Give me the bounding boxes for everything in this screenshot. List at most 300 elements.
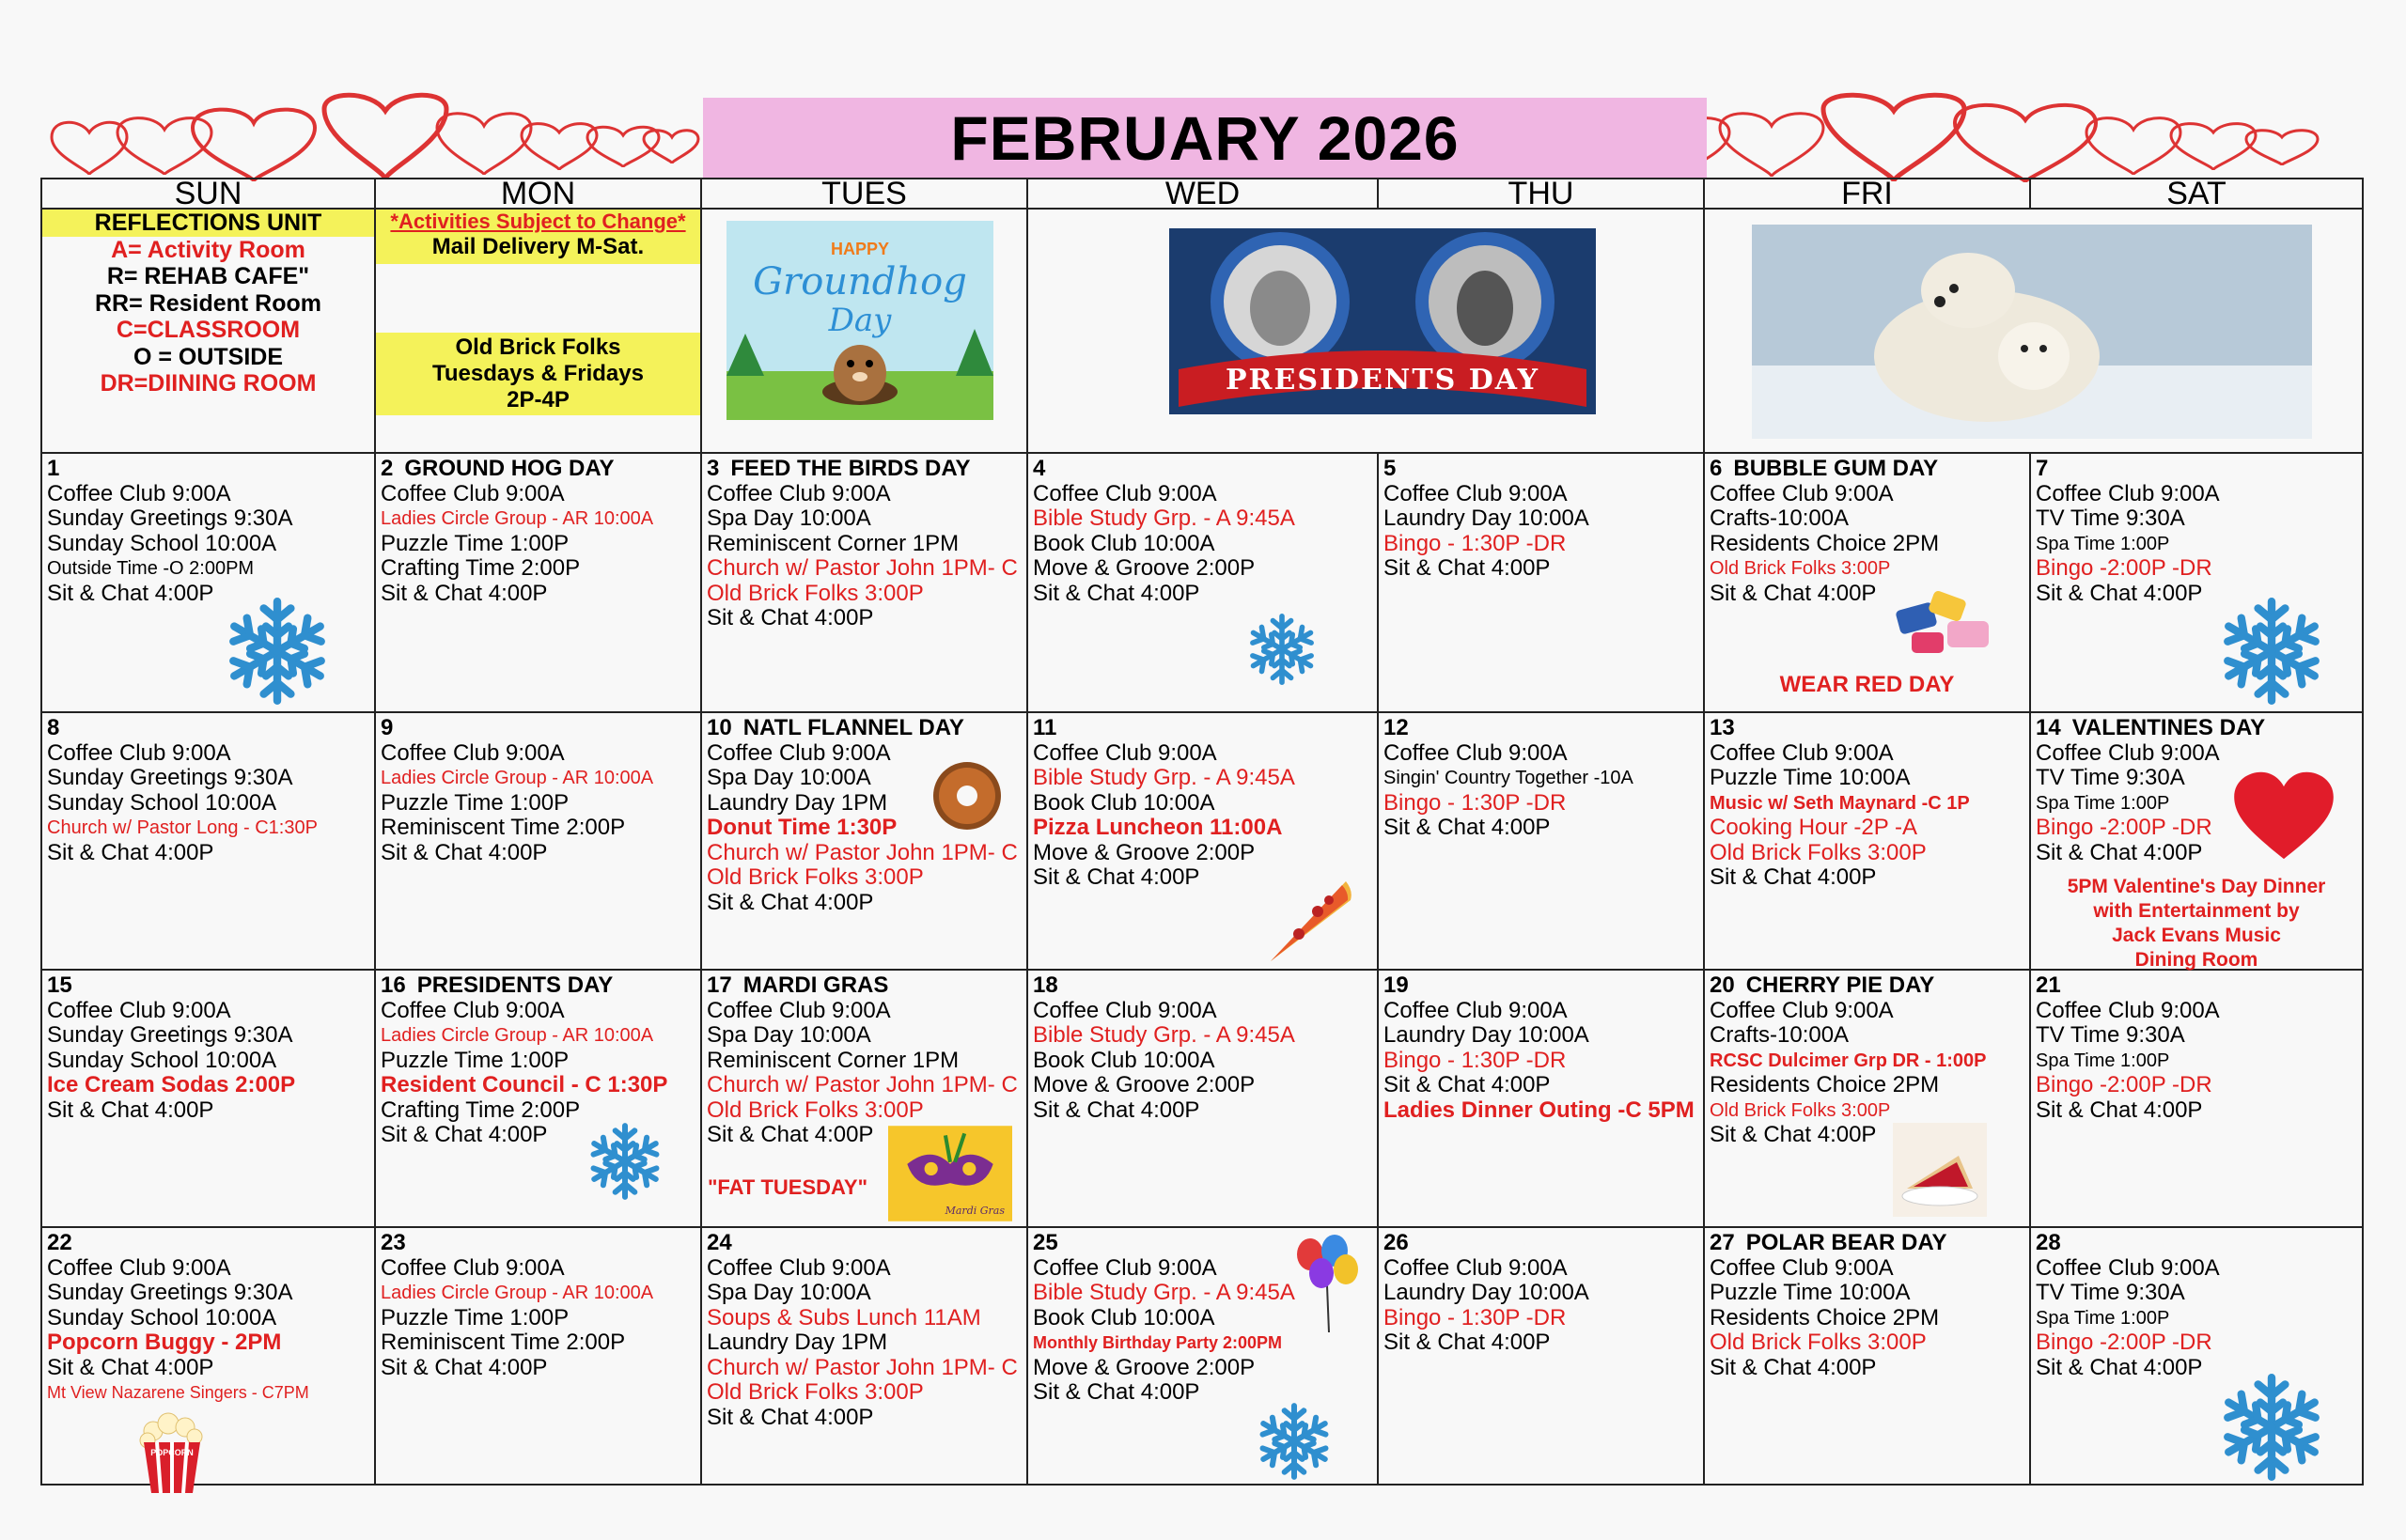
day-cell xyxy=(375,1227,701,1485)
activity-item: Sit & Chat 4:00P xyxy=(381,1354,548,1380)
day-header-tue: TUES xyxy=(701,179,1027,209)
activity-item: Sit & Chat 4:00P xyxy=(381,1122,548,1147)
activity-item: Sit & Chat 4:00P xyxy=(1033,864,1200,890)
day-content xyxy=(42,1228,374,1406)
activity-item: Puzzle Time 1:00P xyxy=(381,530,570,556)
day-cell xyxy=(1704,453,2030,712)
activity-item: Coffee Club 9:00A xyxy=(707,480,891,506)
activity-item: Coffee Club 9:00A xyxy=(2036,997,2220,1023)
day-header-wed: WED xyxy=(1027,179,1378,209)
activity-item: Coffee Club 9:00A xyxy=(1033,997,1217,1023)
groundhog-text-happy: HAPPY xyxy=(830,240,889,258)
polar-bear-image-cell xyxy=(1704,209,2363,453)
activity-item: Coffee Club 9:00A xyxy=(47,480,231,506)
day-header xyxy=(2036,1231,2357,1256)
activity-item: Sit & Chat 4:00P xyxy=(2036,580,2203,606)
day-cell xyxy=(1027,1227,1378,1485)
day-number: 10 xyxy=(707,715,732,740)
snowflake-icon xyxy=(2215,595,2328,708)
legend-cell xyxy=(41,209,375,453)
hearts-decoration-left xyxy=(42,90,700,184)
day-observance: MARDI GRAS xyxy=(742,972,889,998)
day-cell xyxy=(41,712,375,970)
day-cell xyxy=(1378,970,1704,1227)
activity-item: Laundry Day 10:00A xyxy=(1383,506,1589,531)
day-observance: GROUND HOG DAY xyxy=(404,456,615,481)
activity-item: Coffee Club 9:00A xyxy=(2036,480,2220,506)
day-number: 24 xyxy=(707,1230,732,1255)
day-content xyxy=(42,713,374,865)
snowflake-icon xyxy=(2215,1371,2328,1484)
day-header xyxy=(2036,457,2357,482)
activity-item: Laundry Day 1PM xyxy=(707,1330,888,1355)
day-header xyxy=(381,973,695,999)
legend-line: DR=DIINING ROOM xyxy=(100,370,317,397)
calendar-title: FEBRUARY 2026 xyxy=(950,103,1460,173)
activity-item: Crafts-10:00A xyxy=(1710,506,1850,531)
activity-item: Laundry Day 1PM xyxy=(707,789,888,816)
day-header xyxy=(381,716,695,741)
day-number: 27 xyxy=(1710,1230,1735,1255)
day-content xyxy=(1705,454,2029,606)
activity-item: Move & Groove 2:00P xyxy=(1033,1354,1256,1380)
activity-item: Ladies Circle Group - AR 10:00A xyxy=(381,768,654,788)
activity-item: Book Club 10:00A xyxy=(1033,1304,1215,1330)
bubble-gum-icon xyxy=(1893,587,1996,662)
day-cell xyxy=(701,712,1027,970)
day-number: 22 xyxy=(47,1230,72,1255)
day-content xyxy=(2031,971,2362,1123)
activity-item: Coffee Club 9:00A xyxy=(381,739,565,766)
week-row xyxy=(41,712,2363,970)
activity-item: Sunday Greetings 9:30A xyxy=(47,1022,293,1048)
activity-item: Coffee Club 9:00A xyxy=(707,739,891,766)
day-number: 13 xyxy=(1710,715,1735,740)
day-cell xyxy=(2030,1227,2363,1485)
day-header xyxy=(707,457,1022,482)
legend-line: C=CLASSROOM xyxy=(116,317,301,343)
day-cell xyxy=(2030,970,2363,1227)
activity-item: Coffee Club 9:00A xyxy=(1383,997,1568,1023)
day-header xyxy=(1383,1231,1698,1256)
activity-item: Bingo - 1:30P -DR xyxy=(1383,530,1567,556)
day-number: 2 xyxy=(381,456,394,481)
groundhog-image-cell xyxy=(701,209,1027,453)
activity-item: Move & Groove 2:00P xyxy=(1033,555,1256,581)
activity-item: Puzzle Time 10:00A xyxy=(1710,765,1911,790)
activity-item: Church w/ Pastor Long - C1:30P xyxy=(47,817,318,838)
activity-item: Sunday School 10:00A xyxy=(47,789,277,816)
activity-item: Laundry Day 10:00A xyxy=(1383,1280,1589,1305)
day-number: 8 xyxy=(47,715,60,740)
day-header-row xyxy=(41,179,2363,209)
activity-item: Crafting Time 2:00P xyxy=(381,555,581,581)
day-cell xyxy=(41,453,375,712)
day-content xyxy=(42,971,374,1123)
activity-item: Sit & Chat 4:00P xyxy=(47,1354,214,1380)
activity-item: Coffee Club 9:00A xyxy=(1383,480,1568,506)
activity-item: Popcorn Buggy - 2PM xyxy=(47,1330,282,1355)
activity-item: Sunday Greetings 9:30A xyxy=(47,1280,293,1305)
day-content xyxy=(1028,713,1377,891)
activity-item: Donut Time 1:30P xyxy=(707,815,898,840)
legend-heading: REFLECTIONS UNIT xyxy=(42,210,374,237)
day-header xyxy=(2036,716,2357,741)
donut-icon xyxy=(930,758,1005,833)
day-header xyxy=(47,716,369,741)
activity-item: Pizza Luncheon 11:00A xyxy=(1033,815,1283,840)
day-header xyxy=(1710,457,2024,482)
calendar-grid xyxy=(40,178,2364,1486)
day-number: 1 xyxy=(47,456,60,481)
activity-item: Bingo -2:00P -DR xyxy=(2036,1072,2212,1097)
activity-item: Sit & Chat 4:00P xyxy=(707,1404,874,1430)
activity-item: Sit & Chat 4:00P xyxy=(2036,1354,2203,1380)
day-header xyxy=(707,1231,1022,1256)
day-observance: POLAR BEAR DAY xyxy=(1745,1230,1947,1255)
day-header xyxy=(381,1231,695,1256)
activity-item: Puzzle Time 10:00A xyxy=(1710,1280,1911,1305)
activity-item: Sunday Greetings 9:30A xyxy=(47,506,293,531)
activity-item: Spa Day 10:00A xyxy=(707,506,871,531)
day-header xyxy=(1033,716,1372,741)
activity-item: Sunday School 10:00A xyxy=(47,530,277,556)
day-header xyxy=(47,1231,369,1256)
activity-item: Bingo -2:00P -DR xyxy=(2036,1330,2212,1355)
week-row xyxy=(41,453,2363,712)
day-content xyxy=(1028,971,1377,1123)
activity-item: Coffee Club 9:00A xyxy=(1033,739,1217,766)
activity-item: Sit & Chat 4:00P xyxy=(1383,815,1551,840)
day-header xyxy=(1710,1231,2024,1256)
activity-item: Coffee Club 9:00A xyxy=(381,480,565,506)
day-header xyxy=(1033,973,1372,999)
activity-item: Old Brick Folks 3:00P xyxy=(1710,839,1927,865)
activity-item: Bingo -2:00P -DR xyxy=(2036,555,2212,581)
activity-item: Spa Day 10:00A xyxy=(707,1280,871,1305)
activity-item: Sit & Chat 4:00P xyxy=(1710,1354,1877,1380)
activity-item: Monthly Birthday Party 2:00PM xyxy=(1033,1333,1283,1352)
day-number: 28 xyxy=(2036,1230,2061,1255)
activity-item: Puzzle Time 1:00P xyxy=(381,789,570,816)
day-cell xyxy=(2030,712,2363,970)
day-header xyxy=(2036,973,2357,999)
day-number: 19 xyxy=(1383,972,1409,998)
day-cell xyxy=(375,453,701,712)
day-note: WEAR RED DAY xyxy=(1779,672,1955,697)
legend-line: RR= Resident Room xyxy=(94,289,321,317)
activity-item: Soups & Subs Lunch 11AM xyxy=(707,1304,981,1330)
old-brick-folks-line: Old Brick Folks xyxy=(455,334,621,360)
activity-item: Old Brick Folks 3:00P xyxy=(1710,1330,1927,1355)
activity-item: Sit & Chat 4:00P xyxy=(1383,555,1551,581)
day-cell xyxy=(1027,453,1378,712)
polar-bear-image xyxy=(1752,225,2312,439)
day-number: 4 xyxy=(1033,456,1046,481)
day-header-mon: MON xyxy=(375,179,701,209)
activity-item: Outside Time -O 2:00PM xyxy=(47,558,255,579)
activity-item: TV Time 9:30A xyxy=(2036,1280,2185,1305)
old-brick-folks-line: Tuesdays & Fridays xyxy=(432,361,644,386)
snowflake-icon xyxy=(585,1121,665,1202)
day-cell xyxy=(1704,970,2030,1227)
activity-item: Music w/ Seth Maynard -C 1P xyxy=(1710,792,1970,814)
day-content xyxy=(702,1228,1026,1430)
activity-item: TV Time 9:30A xyxy=(2036,1022,2185,1048)
day-header-sun: SUN xyxy=(41,179,375,209)
day-content xyxy=(1705,713,2029,891)
activity-item: Sit & Chat 4:00P xyxy=(1710,864,1877,890)
day-number: 18 xyxy=(1033,972,1058,998)
day-content xyxy=(376,1228,700,1380)
activity-item: Sunday School 10:00A xyxy=(47,1304,277,1330)
activity-item: Sit & Chat 4:00P xyxy=(2036,839,2203,865)
activity-item: Old Brick Folks 3:00P xyxy=(707,864,924,890)
activity-item: Sit & Chat 4:00P xyxy=(47,1097,214,1123)
day-note: "FAT TUESDAY" xyxy=(708,1175,867,1199)
monday-info-cell xyxy=(375,209,701,453)
old-brick-folks-box xyxy=(376,333,700,415)
day-header xyxy=(381,457,695,482)
activities-notice: *Activities Subject to Change* xyxy=(376,210,700,234)
activity-item: Coffee Club 9:00A xyxy=(1710,1254,1894,1281)
activity-item: Ladies Circle Group - AR 10:00A xyxy=(381,1283,654,1303)
activity-item: Reminiscent Time 2:00P xyxy=(381,1330,626,1355)
day-cell xyxy=(1378,712,1704,970)
day-cell xyxy=(701,970,1027,1227)
activity-item: TV Time 9:30A xyxy=(2036,765,2185,790)
day-header xyxy=(1383,716,1698,741)
activity-item: Coffee Club 9:00A xyxy=(1383,1254,1568,1281)
day-content xyxy=(1379,713,1703,841)
day-content xyxy=(1379,1228,1703,1356)
activity-item: Coffee Club 9:00A xyxy=(47,739,231,766)
activity-item: Ladies Circle Group - AR 10:00A xyxy=(381,508,654,529)
day-number: 14 xyxy=(2036,715,2061,740)
day-number: 21 xyxy=(2036,972,2061,998)
day-header xyxy=(707,716,1022,741)
snowflake-icon xyxy=(1244,612,1320,687)
day-cell xyxy=(375,712,701,970)
activity-item: Spa Day 10:00A xyxy=(707,765,871,790)
day-content xyxy=(1379,454,1703,582)
groundhog-day-image xyxy=(726,221,993,420)
day-number: 16 xyxy=(381,972,406,998)
activity-item: Bingo - 1:30P -DR xyxy=(1383,1304,1567,1330)
day-number: 17 xyxy=(707,972,732,998)
day-cell xyxy=(701,1227,1027,1485)
day-header xyxy=(47,457,369,482)
day-number: 6 xyxy=(1710,456,1723,481)
activity-item: Sit & Chat 4:00P xyxy=(1033,1379,1200,1405)
activity-item: Residents Choice 2PM xyxy=(1710,1304,1940,1330)
presidents-day-banner: PRESIDENTS DAY xyxy=(1225,364,1539,397)
day-number: 15 xyxy=(47,972,72,998)
legend-line: R= REHAB CAFE" xyxy=(106,263,310,289)
activity-item: Move & Groove 2:00P xyxy=(1033,839,1256,865)
day-content xyxy=(42,454,374,606)
heart-icon xyxy=(2232,770,2336,863)
activity-item: Bible Study Grp. - A 9:45A xyxy=(1033,765,1295,790)
snowflake-icon xyxy=(1254,1401,1335,1482)
legend-line: A= Activity Room xyxy=(111,236,305,263)
activity-item: Mt View Nazarene Singers - C7PM xyxy=(47,1383,309,1402)
activity-item: Coffee Club 9:00A xyxy=(1033,1254,1217,1281)
activity-item: Ice Cream Sodas 2:00P xyxy=(47,1072,296,1097)
activity-item: Ladies Dinner Outing -C 5PM xyxy=(1383,1097,1695,1123)
day-content xyxy=(1705,1228,2029,1380)
day-header-sat: SAT xyxy=(2030,179,2363,209)
day-number: 5 xyxy=(1383,456,1397,481)
activity-item: Sit & Chat 4:00P xyxy=(381,580,548,606)
activity-item: Bingo - 1:30P -DR xyxy=(1383,1047,1567,1073)
day-cell xyxy=(1378,453,1704,712)
activity-item: Sit & Chat 4:00P xyxy=(47,839,214,865)
day-cell xyxy=(1704,712,2030,970)
day-content xyxy=(376,454,700,606)
day-observance: BUBBLE GUM DAY xyxy=(1733,456,1939,481)
room-legend xyxy=(42,210,374,397)
activity-item: Old Brick Folks 3:00P xyxy=(707,1097,924,1123)
activity-item: Coffee Club 9:00A xyxy=(1383,739,1568,766)
balloons-icon xyxy=(1289,1234,1365,1337)
day-cell xyxy=(1027,712,1378,970)
activity-item: Sit & Chat 4:00P xyxy=(707,605,874,630)
day-header xyxy=(1710,973,2024,999)
activity-item: Church w/ Pastor John 1PM- C xyxy=(707,1354,1018,1380)
activity-item: Church w/ Pastor John 1PM- C xyxy=(707,1072,1018,1097)
activity-item: Bible Study Grp. - A 9:45A xyxy=(1033,1022,1295,1048)
activity-item: Reminiscent Time 2:00P xyxy=(381,815,626,840)
day-number: 23 xyxy=(381,1230,406,1255)
activity-item: Resident Council - C 1:30P xyxy=(381,1072,668,1097)
activity-item: Sunday Greetings 9:30A xyxy=(47,765,293,790)
day-observance: FEED THE BIRDS DAY xyxy=(730,456,971,481)
activity-item: Coffee Club 9:00A xyxy=(1710,739,1894,766)
activity-item: Sunday School 10:00A xyxy=(47,1047,277,1073)
activity-item: Coffee Club 9:00A xyxy=(707,997,891,1023)
activity-item: Old Brick Folks 3:00P xyxy=(707,580,924,606)
day-number: 20 xyxy=(1710,972,1735,998)
activity-item: Coffee Club 9:00A xyxy=(1033,480,1217,506)
activity-item: Sit & Chat 4:00P xyxy=(1383,1330,1551,1355)
activity-item: Bingo - 1:30P -DR xyxy=(1383,789,1567,816)
activity-item: Coffee Club 9:00A xyxy=(1710,480,1894,506)
cherry-pie-icon xyxy=(1893,1121,1987,1219)
activity-item: Book Club 10:00A xyxy=(1033,1047,1215,1073)
old-brick-folks-line: 2P-4P xyxy=(507,387,570,412)
activity-item: Crafts-10:00A xyxy=(1710,1022,1850,1048)
activity-item: Sit & Chat 4:00P xyxy=(707,1122,874,1147)
activity-item: Sit & Chat 4:00P xyxy=(381,839,548,865)
pizza-icon xyxy=(1261,868,1355,970)
activity-item: Coffee Club 9:00A xyxy=(47,1254,231,1281)
day-cell xyxy=(41,970,375,1227)
activity-item: Bible Study Grp. - A 9:45A xyxy=(1033,506,1295,531)
activity-item: Spa Time 1:00P xyxy=(2036,1307,2170,1329)
day-note: 5PM Valentine's Day Dinner with Entertainment by Jack Evans Music Dining Room xyxy=(2067,876,2326,971)
activity-item: Residents Choice 2PM xyxy=(1710,1072,1940,1097)
activity-item: Move & Groove 2:00P xyxy=(1033,1072,1256,1097)
day-number: 3 xyxy=(707,456,720,481)
activity-item: Puzzle Time 1:00P xyxy=(381,1047,570,1073)
activity-item: Book Club 10:00A xyxy=(1033,530,1215,556)
info-row xyxy=(41,209,2363,453)
day-cell xyxy=(701,453,1027,712)
day-cell xyxy=(1378,1227,1704,1485)
week-row xyxy=(41,970,2363,1227)
activity-item: Bible Study Grp. - A 9:45A xyxy=(1033,1280,1295,1305)
day-cell xyxy=(375,970,701,1227)
activity-item: Old Brick Folks 3:00P xyxy=(1710,558,1891,579)
day-cell xyxy=(2030,453,2363,712)
day-cell xyxy=(1704,1227,2030,1485)
day-observance: PRESIDENTS DAY xyxy=(416,972,614,998)
legend-line: O = OUTSIDE xyxy=(133,343,284,370)
activity-item: Sit & Chat 4:00P xyxy=(707,889,874,915)
activity-item: Coffee Club 9:00A xyxy=(707,1254,891,1281)
activity-item: Sit & Chat 4:00P xyxy=(1710,580,1877,606)
activity-item: Sit & Chat 4:00P xyxy=(1710,1122,1877,1147)
day-number: 26 xyxy=(1383,1230,1409,1255)
activity-item: Coffee Club 9:00A xyxy=(381,997,565,1023)
activity-item: Old Brick Folks 3:00P xyxy=(1710,1099,1891,1121)
activity-item: Coffee Club 9:00A xyxy=(1710,997,1894,1023)
activity-item: RCSC Dulcimer Grp DR - 1:00P xyxy=(1710,1050,1987,1071)
day-number: 9 xyxy=(381,715,394,740)
day-content xyxy=(702,971,1026,1148)
day-cell xyxy=(1027,970,1378,1227)
activity-item: Spa Time 1:00P xyxy=(2036,1050,2170,1071)
groundhog-text-main: Groundhog xyxy=(753,260,967,303)
activity-item: Spa Time 1:00P xyxy=(2036,792,2170,814)
day-header xyxy=(1033,457,1372,482)
snowflake-icon xyxy=(221,595,334,708)
day-header xyxy=(47,973,369,999)
activity-item: Cooking Hour -2P -A xyxy=(1710,815,1917,840)
popcorn-label: POPCORN xyxy=(150,1448,194,1457)
day-content xyxy=(2031,454,2362,606)
day-content xyxy=(1028,454,1377,606)
activity-item: Spa Day 10:00A xyxy=(707,1022,871,1048)
activity-item: Spa Time 1:00P xyxy=(2036,533,2170,554)
activity-item: Coffee Club 9:00A xyxy=(47,997,231,1023)
day-content xyxy=(1379,971,1703,1123)
day-number: 11 xyxy=(1033,715,1057,740)
day-header xyxy=(1383,973,1698,999)
activity-item: Church w/ Pastor John 1PM- C xyxy=(707,839,1018,865)
day-observance: VALENTINES DAY xyxy=(2071,715,2266,740)
day-number: 12 xyxy=(1383,715,1409,740)
activity-item: Coffee Club 9:00A xyxy=(381,1254,565,1281)
activity-item: Reminiscent Corner 1PM xyxy=(707,530,960,556)
activity-item: Sit & Chat 4:00P xyxy=(2036,1097,2203,1123)
day-number: 7 xyxy=(2036,456,2049,481)
presidents-day-image xyxy=(1169,228,1596,414)
activity-item: Book Club 10:00A xyxy=(1033,789,1215,816)
mail-delivery-note: Mail Delivery M-Sat. xyxy=(376,234,700,264)
activity-item: Church w/ Pastor John 1PM- C xyxy=(707,555,1018,581)
activity-item: Singin' Country Together -10A xyxy=(1383,768,1633,788)
day-header xyxy=(1383,457,1698,482)
activity-item: Puzzle Time 1:00P xyxy=(381,1304,570,1330)
activity-item: Sit & Chat 4:00P xyxy=(1033,1097,1200,1123)
activity-item: Bingo -2:00P -DR xyxy=(2036,815,2212,840)
activity-item: Reminiscent Corner 1PM xyxy=(707,1047,960,1073)
groundhog-text-day: Day xyxy=(828,302,892,339)
mardi-gras-caption: Mardi Gras xyxy=(945,1205,1005,1217)
activity-item: Coffee Club 9:00A xyxy=(2036,1254,2220,1281)
